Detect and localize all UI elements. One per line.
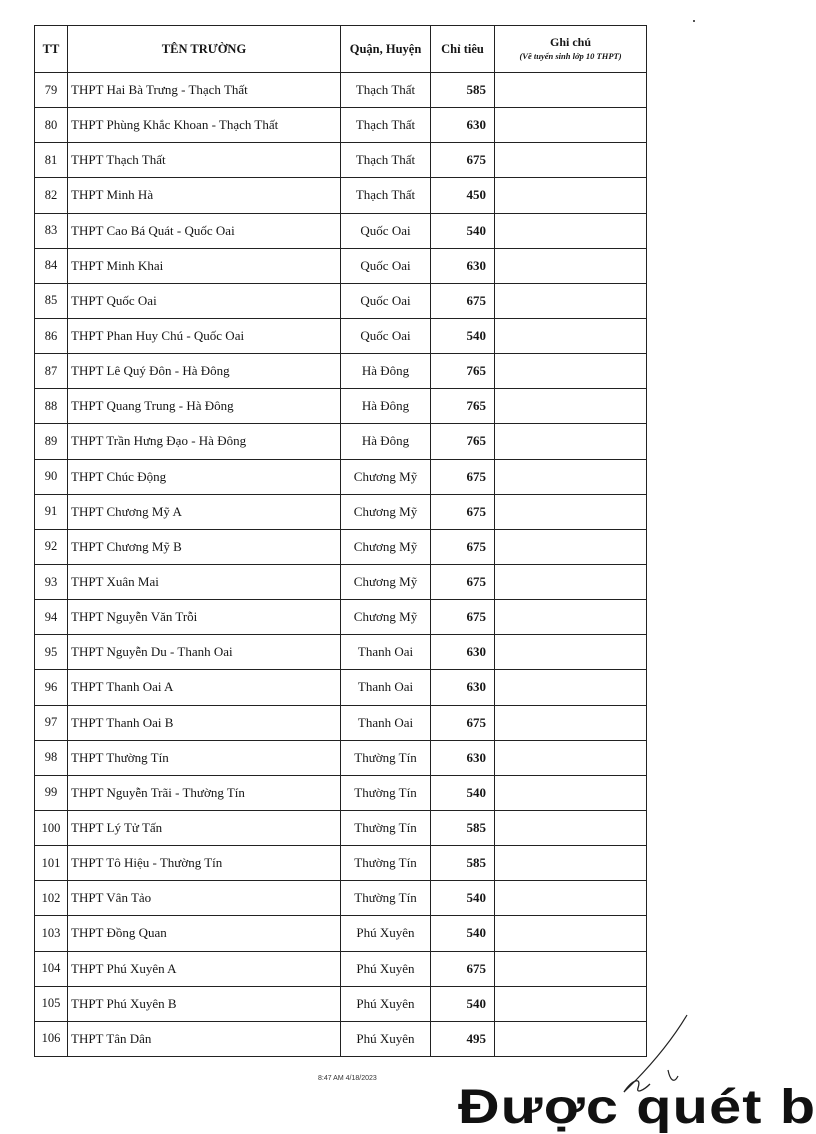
row-number: 94: [35, 600, 68, 635]
row-number: 95: [35, 635, 68, 670]
school-name: THPT Lý Tử Tấn: [68, 810, 341, 845]
district-name: Thường Tín: [341, 775, 431, 810]
row-number: 103: [35, 916, 68, 951]
quota-value: 540: [431, 881, 495, 916]
row-number: 91: [35, 494, 68, 529]
school-name: THPT Quốc Oai: [68, 283, 341, 318]
table-row: [35, 705, 647, 740]
table-row: [35, 108, 647, 143]
note-cell: [495, 248, 647, 283]
school-name: THPT Tân Dân: [68, 1021, 341, 1056]
note-cell: [495, 705, 647, 740]
table-row: [35, 846, 647, 881]
header-notes-subtitle: (Về tuyển sinh lớp 10 THPT): [519, 51, 622, 61]
table-row: [35, 318, 647, 353]
district-name: Hà Đông: [341, 389, 431, 424]
district-name: Chương Mỹ: [341, 600, 431, 635]
row-number: 80: [35, 108, 68, 143]
header-quota: Chỉ tiêu: [431, 26, 495, 73]
note-cell: [495, 740, 647, 775]
quota-value: 675: [431, 143, 495, 178]
table-row: [35, 740, 647, 775]
school-name: THPT Thường Tín: [68, 740, 341, 775]
table-header: [35, 26, 647, 73]
table-row: [35, 670, 647, 705]
quota-value: 585: [431, 846, 495, 881]
school-name: THPT Quang Trung - Hà Đông: [68, 389, 341, 424]
note-cell: [495, 600, 647, 635]
table-row: [35, 529, 647, 564]
note-cell: [495, 283, 647, 318]
row-number: 85: [35, 283, 68, 318]
school-name: THPT Minh Khai: [68, 248, 341, 283]
header-district: Quận, Huyện: [341, 26, 431, 73]
table-row: [35, 775, 647, 810]
table-row: [35, 494, 647, 529]
school-name: THPT Xuân Mai: [68, 564, 341, 599]
school-name: THPT Thanh Oai B: [68, 705, 341, 740]
table-row: [35, 248, 647, 283]
note-cell: [495, 143, 647, 178]
quota-value: 540: [431, 986, 495, 1021]
district-name: Chương Mỹ: [341, 459, 431, 494]
row-number: 100: [35, 810, 68, 845]
signature-scribble: [612, 1010, 692, 1100]
note-cell: [495, 213, 647, 248]
note-cell: [495, 881, 647, 916]
school-quota-table: [34, 25, 647, 1057]
header-notes-title: Ghi chú: [549, 35, 591, 49]
quota-value: 675: [431, 494, 495, 529]
district-name: Thường Tín: [341, 740, 431, 775]
quota-value: 540: [431, 318, 495, 353]
district-name: Thạch Thất: [341, 73, 431, 108]
school-name: THPT Phùng Khắc Khoan - Thạch Thất: [68, 108, 341, 143]
quota-value: 540: [431, 916, 495, 951]
quota-value: 675: [431, 564, 495, 599]
school-name: THPT Đồng Quan: [68, 916, 341, 951]
school-name: THPT Thanh Oai A: [68, 670, 341, 705]
quota-value: 585: [431, 810, 495, 845]
table-row: [35, 881, 647, 916]
table-row: [35, 213, 647, 248]
district-name: Quốc Oai: [341, 248, 431, 283]
cut-off-footer-text: Được quét b: [458, 1081, 816, 1134]
school-name: THPT Hai Bà Trưng - Thạch Thất: [68, 73, 341, 108]
row-number: 106: [35, 1021, 68, 1056]
school-name: THPT Vân Tảo: [68, 881, 341, 916]
header-notes: [495, 26, 647, 73]
table-row: [35, 459, 647, 494]
row-number: 83: [35, 213, 68, 248]
district-name: Quốc Oai: [341, 213, 431, 248]
table-row: [35, 178, 647, 213]
header-school-name: TÊN TRƯỜNG: [68, 26, 341, 73]
school-name: THPT Chúc Động: [68, 459, 341, 494]
quota-value: 585: [431, 73, 495, 108]
header-tt: TT: [35, 26, 68, 73]
note-cell: [495, 178, 647, 213]
district-name: Quốc Oai: [341, 318, 431, 353]
scan-timestamp: 8:47 AM 4/18/2023: [318, 1075, 377, 1082]
school-name: THPT Chương Mỹ A: [68, 494, 341, 529]
row-number: 93: [35, 564, 68, 599]
row-number: 89: [35, 424, 68, 459]
quota-value: 630: [431, 248, 495, 283]
district-name: Hà Đông: [341, 424, 431, 459]
note-cell: [495, 916, 647, 951]
district-name: Quốc Oai: [341, 283, 431, 318]
row-number: 92: [35, 529, 68, 564]
table-row: [35, 810, 647, 845]
row-number: 102: [35, 881, 68, 916]
quota-value: 675: [431, 459, 495, 494]
row-number: 82: [35, 178, 68, 213]
district-name: Thường Tín: [341, 846, 431, 881]
quota-value: 675: [431, 705, 495, 740]
row-number: 96: [35, 670, 68, 705]
row-number: 97: [35, 705, 68, 740]
note-cell: [495, 459, 647, 494]
row-number: 84: [35, 248, 68, 283]
note-cell: [495, 564, 647, 599]
school-name: THPT Nguyễn Du - Thanh Oai: [68, 635, 341, 670]
district-name: Hà Đông: [341, 354, 431, 389]
school-name: THPT Tô Hiệu - Thường Tín: [68, 846, 341, 881]
school-name: THPT Nguyễn Trãi - Thường Tín: [68, 775, 341, 810]
table-row: [35, 600, 647, 635]
speck-mark: [693, 20, 695, 22]
school-name: THPT Phú Xuyên B: [68, 986, 341, 1021]
school-name: THPT Nguyễn Văn Trỗi: [68, 600, 341, 635]
note-cell: [495, 389, 647, 424]
quota-value: 675: [431, 283, 495, 318]
district-name: Chương Mỹ: [341, 564, 431, 599]
note-cell: [495, 494, 647, 529]
note-cell: [495, 810, 647, 845]
table-row: [35, 389, 647, 424]
quota-value: 630: [431, 635, 495, 670]
table-row: [35, 951, 647, 986]
table-body: [35, 73, 647, 1057]
school-name: THPT Trần Hưng Đạo - Hà Đông: [68, 424, 341, 459]
quota-value: 675: [431, 951, 495, 986]
district-name: Thường Tín: [341, 810, 431, 845]
quota-value: 675: [431, 529, 495, 564]
quota-value: 540: [431, 775, 495, 810]
row-number: 104: [35, 951, 68, 986]
note-cell: [495, 951, 647, 986]
row-number: 87: [35, 354, 68, 389]
table-row: [35, 283, 647, 318]
table-row: [35, 143, 647, 178]
school-name: THPT Cao Bá Quát - Quốc Oai: [68, 213, 341, 248]
district-name: Thanh Oai: [341, 670, 431, 705]
table-row: [35, 424, 647, 459]
table-row: [35, 73, 647, 108]
table-row: [35, 635, 647, 670]
district-name: Thạch Thất: [341, 143, 431, 178]
quota-value: 630: [431, 740, 495, 775]
school-name: THPT Minh Hà: [68, 178, 341, 213]
quota-value: 765: [431, 354, 495, 389]
note-cell: [495, 846, 647, 881]
quota-value: 765: [431, 389, 495, 424]
table-row: [35, 916, 647, 951]
row-number: 98: [35, 740, 68, 775]
row-number: 101: [35, 846, 68, 881]
school-name: THPT Chương Mỹ B: [68, 529, 341, 564]
district-name: Thanh Oai: [341, 705, 431, 740]
district-name: Chương Mỹ: [341, 529, 431, 564]
school-name: THPT Thạch Thất: [68, 143, 341, 178]
district-name: Phú Xuyên: [341, 951, 431, 986]
quota-value: 540: [431, 213, 495, 248]
table-row: [35, 986, 647, 1021]
note-cell: [495, 775, 647, 810]
note-cell: [495, 318, 647, 353]
note-cell: [495, 424, 647, 459]
table-row: [35, 354, 647, 389]
note-cell: [495, 670, 647, 705]
district-name: Thường Tín: [341, 881, 431, 916]
quota-value: 630: [431, 670, 495, 705]
note-cell: [495, 635, 647, 670]
quota-value: 675: [431, 600, 495, 635]
quota-value: 450: [431, 178, 495, 213]
note-cell: [495, 529, 647, 564]
quota-value: 630: [431, 108, 495, 143]
row-number: 79: [35, 73, 68, 108]
note-cell: [495, 73, 647, 108]
row-number: 99: [35, 775, 68, 810]
school-name: THPT Phan Huy Chú - Quốc Oai: [68, 318, 341, 353]
school-name: THPT Phú Xuyên A: [68, 951, 341, 986]
row-number: 81: [35, 143, 68, 178]
quota-value: 495: [431, 1021, 495, 1056]
district-name: Chương Mỹ: [341, 494, 431, 529]
district-name: Thạch Thất: [341, 108, 431, 143]
district-name: Thạch Thất: [341, 178, 431, 213]
note-cell: [495, 354, 647, 389]
district-name: Phú Xuyên: [341, 986, 431, 1021]
document-page: [34, 25, 646, 1057]
row-number: 86: [35, 318, 68, 353]
table-row: [35, 1021, 647, 1056]
note-cell: [495, 108, 647, 143]
row-number: 90: [35, 459, 68, 494]
district-name: Phú Xuyên: [341, 1021, 431, 1056]
school-name: THPT Lê Quý Đôn - Hà Đông: [68, 354, 341, 389]
row-number: 88: [35, 389, 68, 424]
row-number: 105: [35, 986, 68, 1021]
table-row: [35, 564, 647, 599]
district-name: Phú Xuyên: [341, 916, 431, 951]
quota-value: 765: [431, 424, 495, 459]
district-name: Thanh Oai: [341, 635, 431, 670]
